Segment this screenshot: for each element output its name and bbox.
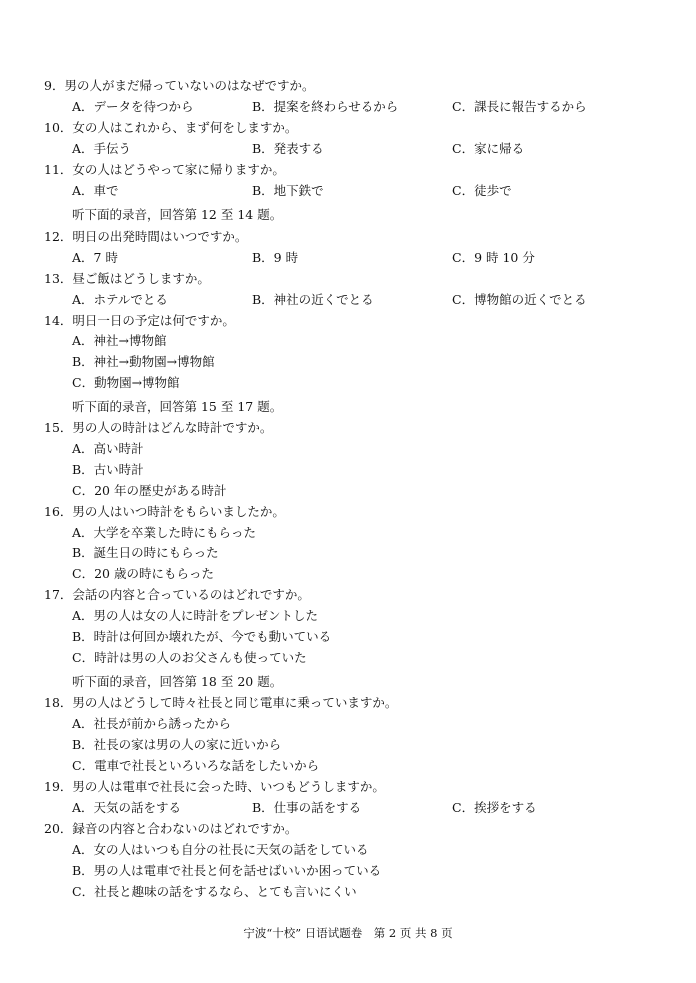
question-13-option-a: A．ホテルでとる	[72, 292, 168, 307]
question-14: 14．明日一日の予定は何ですか。	[44, 313, 235, 328]
question-18-option-c: C．電車で社長といろいろな話をしたいから	[72, 758, 320, 773]
section-note-15-17: 听下面的录音，回答第 15 至 17 题。	[72, 399, 283, 414]
question-12-option-b: B．9 時	[252, 250, 299, 265]
section-note-18-20: 听下面的录音，回答第 18 至 20 题。	[72, 674, 283, 689]
question-11-option-b: B．地下鉄で	[252, 183, 324, 198]
question-19-option-a: A．天気の話をする	[72, 800, 182, 815]
question-12-option-a: A．7 時	[72, 250, 118, 265]
question-16-option-b: B．誕生日の時にもらった	[72, 545, 219, 560]
question-17-option-c: C．時計は男の人のお父さんも使っていた	[72, 650, 307, 665]
question-20-option-a: A．女の人はいつも自分の社長に天気の話をしている	[72, 842, 369, 857]
question-10-option-b: B．発表する	[252, 141, 324, 156]
question-19-option-b: B．仕事の話をする	[252, 800, 362, 815]
question-20-option-b: B．男の人は電車で社長と何を話せばいいか困っている	[72, 863, 382, 878]
question-20: 20．録音の内容と合わないのはどれですか。	[44, 821, 298, 836]
question-13: 13．昼ご飯はどうしますか。	[44, 271, 210, 286]
question-19-option-c: C．挨拶をする	[452, 800, 537, 815]
question-13-option-c: C．博物館の近くでとる	[452, 292, 587, 307]
question-9-option-b: B．提案を終わらせるから	[252, 99, 399, 114]
question-15: 15．男の人の時計はどんな時計ですか。	[44, 420, 273, 435]
question-20-option-c: C．社長と趣味の話をするなら、とても言いにくい	[72, 884, 357, 899]
question-16-option-a: A．大学を卒業した時にもらった	[72, 525, 257, 540]
question-13-option-b: B．神社の近くでとる	[252, 292, 374, 307]
page-footer: 宁波“十校” 日语试题卷 第 2 页 共 8 页	[243, 926, 453, 940]
question-17-option-a: A．男の人は女の人に時計をプレゼントした	[72, 608, 319, 623]
question-16: 16．男の人はいつ時計をもらいましたか。	[44, 504, 285, 519]
question-12: 12．明日の出発時間はいつですか。	[44, 229, 248, 244]
section-note-12-14: 听下面的录音，回答第 12 至 14 题。	[72, 207, 283, 222]
question-14-option-b: B．神社→動物園→博物館	[72, 354, 215, 369]
question-17-option-b: B．時計は何回か壊れたが、今でも動いている	[72, 629, 332, 644]
question-18: 18．男の人はどうして時々社長と同じ電車に乗っていますか。	[44, 695, 398, 710]
question-19: 19．男の人は電車で社長に会った時、いつもどうしますか。	[44, 779, 385, 794]
question-18-option-a: A．社長が前から誘ったから	[72, 716, 232, 731]
question-9-option-c: C．課長に報告するから	[452, 99, 587, 114]
question-10-option-c: C．家に帰る	[452, 141, 525, 156]
question-9-option-a: A．データを待つから	[72, 99, 194, 114]
question-14-option-a: A．神社→博物館	[72, 333, 167, 348]
question-15-option-c: C．20 年の歴史がある時計	[72, 483, 227, 498]
question-11-option-c: C．徒歩で	[452, 183, 512, 198]
question-10-option-a: A．手伝う	[72, 141, 132, 156]
question-18-option-b: B．社長の家は男の人の家に近いから	[72, 737, 282, 752]
question-15-option-b: B．古い時計	[72, 462, 144, 477]
question-16-option-c: C．20 歳の時にもらった	[72, 566, 214, 581]
question-17: 17．会話の内容と合っているのはどれですか。	[44, 587, 310, 602]
question-12-option-c: C．9 時 10 分	[452, 250, 535, 265]
question-11-option-a: A．車で	[72, 183, 119, 198]
question-14-option-c: C．動物園→博物館	[72, 375, 180, 390]
question-9: 9．男の人がまだ帰っていないのはなぜですか。	[44, 78, 315, 93]
question-10: 10．女の人はこれから、まず何をしますか。	[44, 120, 298, 135]
question-15-option-a: A．高い時計	[72, 441, 144, 456]
question-11: 11．女の人はどうやって家に帰りますか。	[44, 162, 285, 177]
